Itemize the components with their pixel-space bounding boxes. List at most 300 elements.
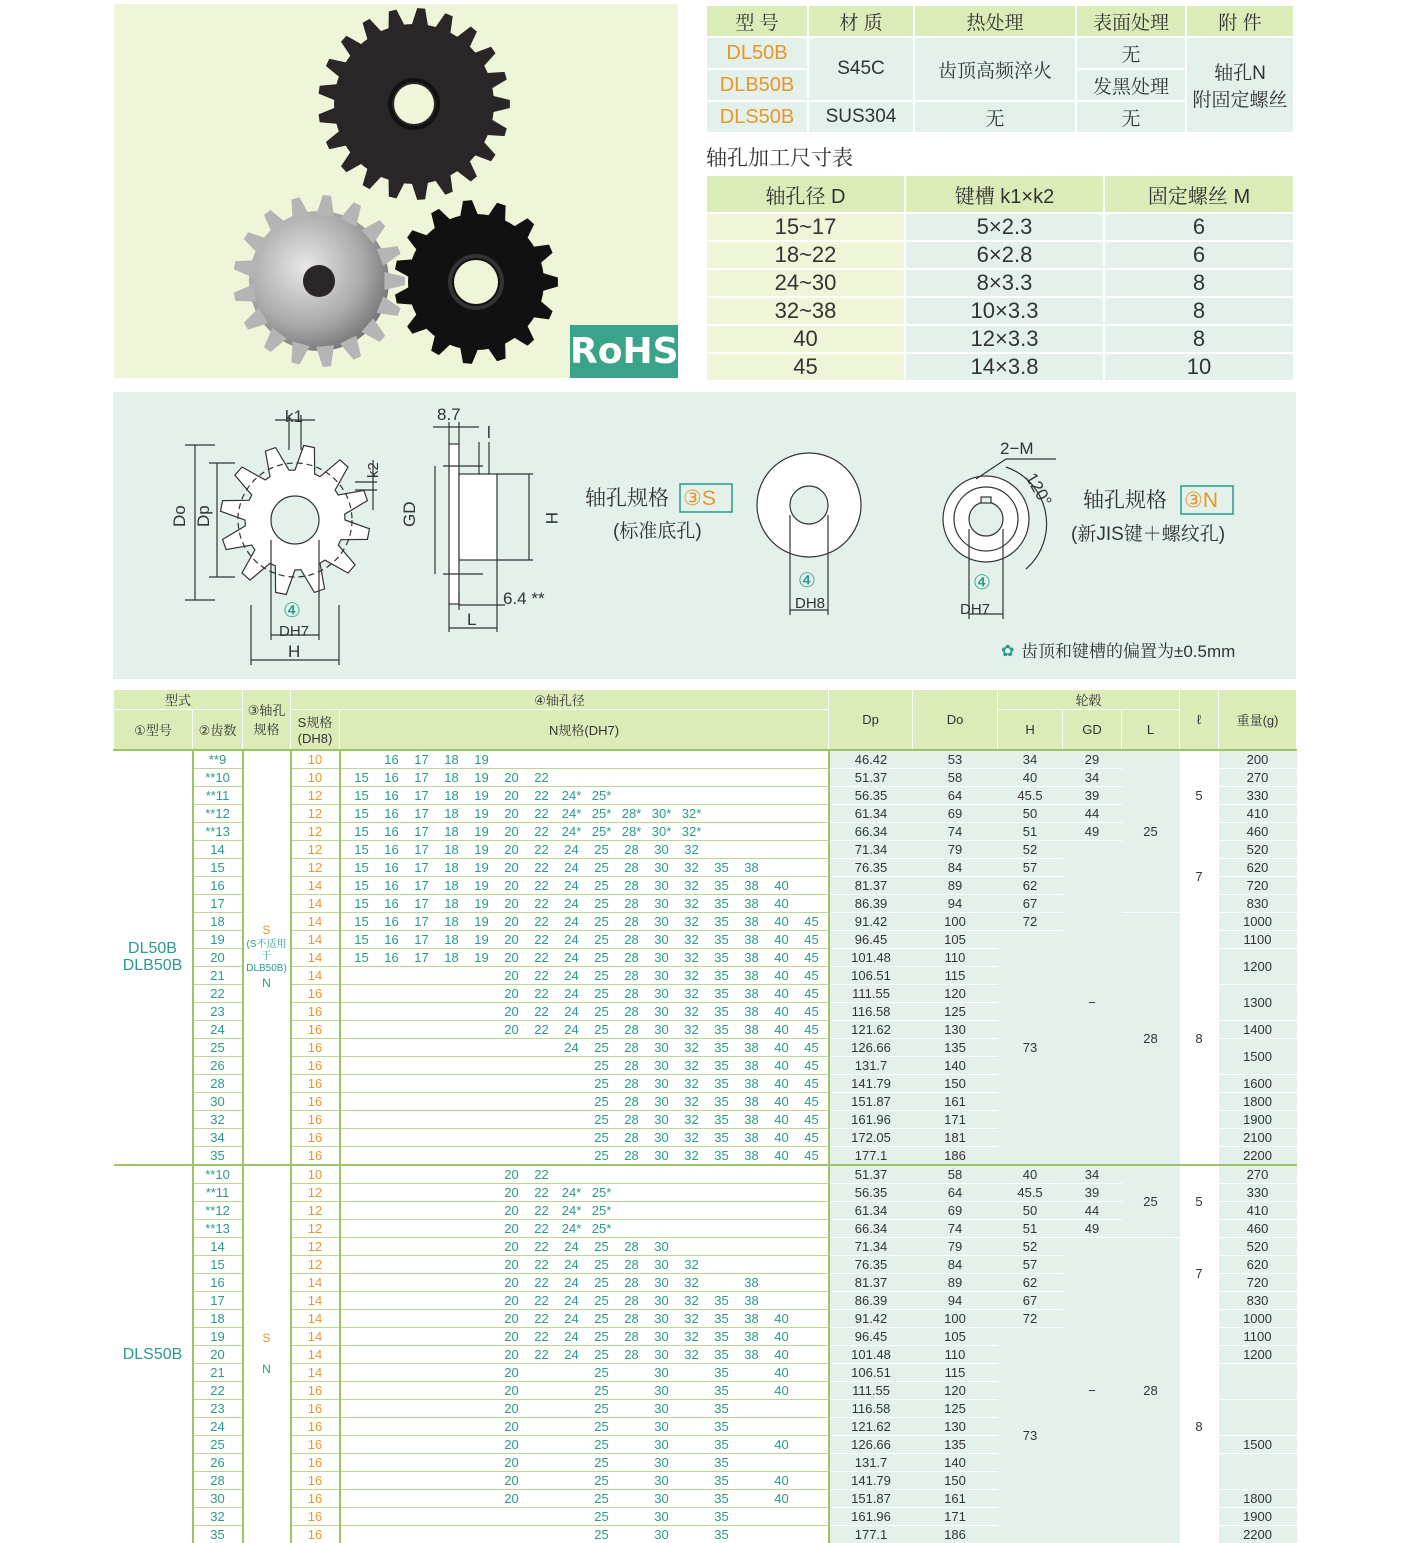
hub-l-cell: 25 [1122, 750, 1180, 913]
n-bore-value: 20 [504, 1184, 519, 1200]
n-bore-value: 40 [774, 895, 789, 911]
do-cell: 130 [913, 1417, 998, 1435]
n-bore-value: 24 [564, 1256, 579, 1272]
n-bore-value: 15 [354, 877, 369, 893]
n-bore-value: 40 [774, 931, 789, 947]
hub-gd-cell: 29 [1063, 750, 1122, 769]
do-cell: 58 [913, 768, 998, 786]
teeth-cell: 28 [193, 1471, 243, 1489]
dp-cell: 161.96 [829, 1110, 913, 1128]
n-bore-value: 30 [654, 967, 669, 983]
n-bore-value: 38 [744, 1129, 759, 1145]
hub-h-cell: 51 [998, 1219, 1063, 1237]
shaft-cell: 8 [1104, 269, 1294, 297]
s-bore-cell: 12 [291, 858, 340, 876]
n-bore-value: 30 [654, 1238, 669, 1254]
label-l-small: l [487, 423, 491, 442]
weight-cell: 830 [1219, 894, 1297, 912]
surface-black: 发黑处理 [1076, 69, 1186, 101]
hub-gd-cell: 49 [1063, 822, 1122, 840]
n-bore-value: 32 [684, 1328, 699, 1344]
n-bore-value: 20 [504, 967, 519, 983]
n-bore-value: 19 [474, 895, 489, 911]
s-bore-cell: 16 [291, 1110, 340, 1128]
hub-gd-cell: 49 [1063, 1219, 1122, 1237]
n-bore-value: 40 [774, 1039, 789, 1055]
n-bore-value: 32 [684, 1346, 699, 1362]
n-bore-value: 16 [384, 931, 399, 947]
n-bore-cell [340, 1092, 829, 1110]
n-bore-value: 30 [654, 877, 669, 893]
s-bore-cell: 14 [291, 1291, 340, 1309]
n-bore-value: 20 [504, 769, 519, 785]
dp-cell: 151.87 [829, 1092, 913, 1110]
dp-cell: 177.1 [829, 1525, 913, 1543]
n-bore-value: 25 [594, 859, 609, 875]
diagram-svg [113, 392, 1296, 679]
n-bore-value: 25 [594, 985, 609, 1001]
n-bore-value: 28 [624, 967, 639, 983]
n-bore-value: 25 [594, 877, 609, 893]
do-cell: 89 [913, 1273, 998, 1291]
spec-table [113, 689, 1297, 1543]
s-bore-cell: 14 [291, 1327, 340, 1345]
n-bore-value: 17 [414, 841, 429, 857]
teeth-cell: 18 [193, 912, 243, 930]
sprocket-tooth [460, 200, 480, 220]
n-bore-value: 20 [504, 841, 519, 857]
n-bore-value: 32 [684, 1147, 699, 1163]
n-bore-value: 20 [504, 1003, 519, 1019]
bore-spec-cell [243, 1165, 291, 1543]
n-bore-value: 40 [774, 1382, 789, 1398]
spec-s-code: ③S [683, 487, 716, 510]
s-bore-cell: 16 [291, 1092, 340, 1110]
n-bore-value: 28* [621, 805, 642, 821]
header-surface: 表面处理 [1076, 5, 1186, 37]
dp-cell: 177.1 [829, 1146, 913, 1165]
weight-cell: 270 [1219, 1165, 1297, 1184]
n-bore-value: 24* [561, 1184, 582, 1200]
n-bore-value: 22 [534, 1346, 549, 1362]
weight-cell: 720 [1219, 876, 1297, 894]
model-name-1: DL50B [128, 940, 177, 957]
n-bore-value: 32 [684, 931, 699, 947]
n-bore-value: 24* [561, 787, 582, 803]
n-bore-value: 22 [534, 895, 549, 911]
dp-cell: 66.34 [829, 822, 913, 840]
dp-cell: 151.87 [829, 1489, 913, 1507]
n-bore-value: 40 [774, 1129, 789, 1145]
n-bore-value: 28 [624, 1021, 639, 1037]
n-bore-cell [340, 1038, 829, 1056]
dp-cell: 46.42 [829, 750, 913, 769]
s-bore-cell: 12 [291, 1219, 340, 1237]
do-cell: 120 [913, 984, 998, 1002]
n-bore-value: 28 [624, 1238, 639, 1254]
n-bore-value: 17 [414, 805, 429, 821]
dp-cell: 61.34 [829, 1201, 913, 1219]
h-spec: ③轴孔规格 [243, 690, 291, 750]
do-cell: 130 [913, 1020, 998, 1038]
n-bore-value: 22 [534, 1184, 549, 1200]
n-bore-value: 38 [744, 1147, 759, 1163]
n-bore-value: 25 [594, 1526, 609, 1542]
n-bore-cell [340, 948, 829, 966]
n-bore-cell [340, 1435, 829, 1453]
spec-n: N [262, 1362, 271, 1376]
n-bore-value: 28 [624, 877, 639, 893]
n-bore-value: 25 [594, 1111, 609, 1127]
label-h2: H [542, 512, 561, 525]
n-bore-value: 30 [654, 1274, 669, 1290]
n-bore-value: 25 [594, 1382, 609, 1398]
n-bore-cell [340, 1219, 829, 1237]
n-bore-value: 24 [564, 859, 579, 875]
n-bore-cell [340, 984, 829, 1002]
n-bore-value: 20 [504, 931, 519, 947]
dp-cell: 101.48 [829, 948, 913, 966]
teeth-cell: 35 [193, 1525, 243, 1543]
s-bore-cell: 16 [291, 1020, 340, 1038]
shaft-row [706, 297, 1294, 325]
n-bore-value: 35 [714, 949, 729, 965]
n-bore-value: 40 [774, 1093, 789, 1109]
weight-cell: 330 [1219, 1183, 1297, 1201]
do-cell: 69 [913, 804, 998, 822]
n-bore-value: 17 [414, 913, 429, 929]
n-bore-value: 38 [744, 877, 759, 893]
n-bore-value: 35 [714, 913, 729, 929]
teeth-cell: 22 [193, 984, 243, 1002]
material-sus304: SUS304 [808, 101, 914, 133]
s-bore-cell: 16 [291, 984, 340, 1002]
do-cell: 105 [913, 930, 998, 948]
dp-cell: 91.42 [829, 912, 913, 930]
n-bore-value: 32 [684, 1274, 699, 1290]
n-bore-value: 28 [624, 985, 639, 1001]
n-bore-value: 45 [804, 949, 819, 965]
s-bore-cell: 12 [291, 840, 340, 858]
n-bore-value: 30 [654, 1400, 669, 1416]
hub-h-cell: 67 [998, 1291, 1063, 1309]
n-bore-value: 25 [594, 895, 609, 911]
n-bore-value: 20 [504, 1202, 519, 1218]
teeth-cell: **9 [193, 750, 243, 769]
table-row [114, 1219, 1297, 1237]
n-bore-value: 45 [804, 913, 819, 929]
s-bore-cell: 14 [291, 1363, 340, 1381]
teeth-cell: 17 [193, 1291, 243, 1309]
n-bore-value: 32 [684, 1256, 699, 1272]
n-bore-value: 18 [444, 859, 459, 875]
model-dl50b: DL50B [706, 37, 808, 69]
n-bore-cell [340, 930, 829, 948]
spec-s-label: 轴孔规格 [585, 487, 669, 510]
dp-cell: 141.79 [829, 1471, 913, 1489]
n-bore-value: 16 [384, 823, 399, 839]
dp-cell: 66.34 [829, 1219, 913, 1237]
n-bore-value: 30 [654, 1508, 669, 1524]
n-bore-value: 40 [774, 1021, 789, 1037]
n-bore-value: 30 [654, 1256, 669, 1272]
n-bore-value: 22 [534, 1328, 549, 1344]
n-bore-value: 24 [564, 1003, 579, 1019]
heat-treatment: 齿顶高频淬火 [914, 37, 1076, 101]
n-bore-value: 28 [624, 1310, 639, 1326]
n-bore-cell [340, 822, 829, 840]
n-bore-value: 32 [684, 1129, 699, 1145]
n-bore-cell [340, 1399, 829, 1417]
table-row [114, 768, 1297, 786]
do-cell: 125 [913, 1399, 998, 1417]
n-bore-cell [340, 1128, 829, 1146]
do-cell: 161 [913, 1092, 998, 1110]
s-bore-cell: 16 [291, 1489, 340, 1507]
n-bore-value: 30 [654, 1075, 669, 1091]
label-64: 6.4 ** [503, 589, 545, 608]
n-bore-value: 30 [654, 1093, 669, 1109]
do-cell: 64 [913, 786, 998, 804]
sprocket-tooth [384, 272, 405, 290]
n-bore-value: 15 [354, 949, 369, 965]
hub-gd-cell: 39 [1063, 786, 1122, 804]
hub-h-cell: 72 [998, 1309, 1063, 1327]
n-bore-value: 25 [594, 1093, 609, 1109]
s-bore-cell: 14 [291, 948, 340, 966]
dp-cell: 131.7 [829, 1056, 913, 1074]
h-hub: 轮毂 [998, 690, 1180, 710]
n-bore-value: 45 [804, 1129, 819, 1145]
n-bore-value: 20 [504, 1238, 519, 1254]
hub-h-cell: 72 [998, 912, 1063, 930]
shaft-header-d: 轴孔径 D [706, 175, 905, 213]
model-cell [114, 1165, 193, 1543]
dp-cell: 116.58 [829, 1002, 913, 1020]
hub-gd-cell: − [1063, 840, 1122, 1165]
weight-cell: 1500 [1219, 1038, 1297, 1074]
weight-cell: 1800 [1219, 1489, 1297, 1507]
teeth-cell: **10 [193, 1165, 243, 1184]
s-bore-cell: 16 [291, 1435, 340, 1453]
teeth-cell: **13 [193, 822, 243, 840]
n-bore-value: 20 [504, 823, 519, 839]
table-row [114, 1183, 1297, 1201]
do-cell: 58 [913, 1165, 998, 1184]
n-bore-value: 25 [594, 1328, 609, 1344]
n-bore-value: 18 [444, 877, 459, 893]
n-bore-cell [340, 840, 829, 858]
l-cell: 7 [1180, 840, 1219, 912]
n-bore-value: 18 [444, 895, 459, 911]
n-bore-value: 30 [654, 1382, 669, 1398]
h-H: H [998, 710, 1063, 750]
n-bore-value: 25 [594, 1129, 609, 1145]
s-bore-cell: 14 [291, 966, 340, 984]
gear-icon: ✿ [1001, 643, 1015, 660]
n-bore-cell [340, 1345, 829, 1363]
spec-s: S [262, 923, 271, 937]
n-bore-value: 30 [654, 1003, 669, 1019]
n-bore-value: 17 [414, 751, 429, 767]
s-bore-cell: 16 [291, 1056, 340, 1074]
n-bore-value: 35 [714, 1129, 729, 1145]
n-bore-value: 28 [624, 1075, 639, 1091]
n-bore-cell [340, 1507, 829, 1525]
s-bore-cell: 12 [291, 822, 340, 840]
do-cell: 84 [913, 858, 998, 876]
do-cell: 64 [913, 1183, 998, 1201]
dp-cell: 111.55 [829, 984, 913, 1002]
n-bore-value: 35 [714, 931, 729, 947]
teeth-cell: 19 [193, 930, 243, 948]
n-bore-value: 18 [444, 841, 459, 857]
do-cell: 140 [913, 1056, 998, 1074]
model-dlb50b: DLB50B [706, 69, 808, 101]
n-bore-value: 30 [654, 1147, 669, 1163]
n-bore-cell [340, 1417, 829, 1435]
n-bore-value: 18 [444, 913, 459, 929]
table-row [114, 840, 1297, 858]
n-bore-value: 30 [654, 931, 669, 947]
n-bore-value: 24 [564, 1274, 579, 1290]
s-bore-cell: 14 [291, 1309, 340, 1327]
weight-cell: 460 [1219, 1219, 1297, 1237]
n-bore-value: 30 [654, 1057, 669, 1073]
dp-cell: 76.35 [829, 858, 913, 876]
shaft-cell: 10 [1104, 353, 1294, 381]
n-bore-value: 38 [744, 985, 759, 1001]
n-bore-cell [340, 1183, 829, 1201]
n-bore-value: 22 [534, 805, 549, 821]
label-dp: Dp [194, 505, 213, 527]
weight-cell: 1200 [1219, 1345, 1297, 1363]
table-row [114, 1201, 1297, 1219]
n-bore-value: 28 [624, 1057, 639, 1073]
n-bore-value: 17 [414, 949, 429, 965]
n-bore-value: 22 [534, 1310, 549, 1326]
dp-cell: 106.51 [829, 966, 913, 984]
materials-table [705, 4, 1295, 134]
label-gd: GD [400, 501, 419, 527]
n-bore-value: 20 [504, 985, 519, 1001]
n-bore-value: 20 [504, 1292, 519, 1308]
n-bore-value: 25 [594, 1292, 609, 1308]
n-bore-value: 45 [804, 1111, 819, 1127]
n-bore-value: 24 [564, 1039, 579, 1055]
n-bore-value: 30 [654, 985, 669, 1001]
n-bore-value: 22 [534, 823, 549, 839]
hub-h-cell: 34 [998, 750, 1063, 769]
label-circ4-a: ④ [283, 600, 301, 622]
n-bore-value: 24 [564, 913, 579, 929]
n-bore-value: 20 [504, 1436, 519, 1452]
teeth-cell: 14 [193, 840, 243, 858]
teeth-cell: 34 [193, 1128, 243, 1146]
n-bore-value: 32 [684, 895, 699, 911]
n-bore-value: 25* [591, 1220, 612, 1236]
n-bore-value: 28 [624, 841, 639, 857]
n-bore-value: 19 [474, 787, 489, 803]
spec-n-label: 轴孔规格 [1083, 489, 1167, 512]
n-bore-value: 24 [564, 931, 579, 947]
n-bore-value: 25 [594, 841, 609, 857]
accessory [1186, 37, 1294, 133]
n-bore-value: 15 [354, 805, 369, 821]
n-bore-value: 20 [504, 1274, 519, 1290]
n-bore-value: 25 [594, 1256, 609, 1272]
sprocket-steel [234, 195, 405, 367]
do-cell: 171 [913, 1507, 998, 1525]
n-bore-value: 24 [564, 1292, 579, 1308]
n-bore-value: 38 [744, 1057, 759, 1073]
n-bore-value: 35 [714, 1328, 729, 1344]
shaft-row [706, 325, 1294, 353]
n-bore-value: 20 [504, 1382, 519, 1398]
n-bore-value: 35 [714, 1039, 729, 1055]
dp-cell: 131.7 [829, 1453, 913, 1471]
n-bore-value: 16 [384, 877, 399, 893]
n-bore-value: 30 [654, 1490, 669, 1506]
spec-s: S [262, 1331, 271, 1345]
n-bore-value: 19 [474, 913, 489, 929]
n-bore-value: 25 [594, 1147, 609, 1163]
n-bore-value: 20 [504, 1328, 519, 1344]
teeth-cell: 15 [193, 858, 243, 876]
n-bore-value: 40 [774, 1310, 789, 1326]
shaft-table-title: 轴孔加工尺寸表 [706, 147, 853, 170]
n-bore-value: 25 [594, 967, 609, 983]
s-bore-cell: 16 [291, 1525, 340, 1543]
n-bore-value: 30 [654, 1129, 669, 1145]
surface-none: 无 [1076, 37, 1186, 69]
teeth-cell: 20 [193, 1345, 243, 1363]
n-bore-value: 20 [504, 1400, 519, 1416]
weight-cell: 1300 [1219, 984, 1297, 1020]
sprocket-tooth [316, 195, 334, 217]
n-bore-cell [340, 1489, 829, 1507]
n-bore-value: 25 [594, 931, 609, 947]
n-bore-value: 32 [684, 841, 699, 857]
n-bore-value: 22 [534, 1166, 549, 1182]
n-bore-value: 32 [684, 1075, 699, 1091]
table-row [114, 1237, 1297, 1255]
n-bore-value: 32 [684, 1310, 699, 1326]
n-bore-value: 20 [504, 1021, 519, 1037]
teeth-cell: 20 [193, 948, 243, 966]
n-bore-value: 25 [594, 1003, 609, 1019]
n-bore-value: 24 [564, 1021, 579, 1037]
hub-h-cell: 45.5 [998, 1183, 1063, 1201]
do-cell: 186 [913, 1146, 998, 1165]
teeth-cell: 23 [193, 1002, 243, 1020]
n-bore-value: 32 [684, 1039, 699, 1055]
n-bore-value: 22 [534, 859, 549, 875]
n-bore-value: 24 [564, 841, 579, 857]
s-bore-cell: 14 [291, 894, 340, 912]
dp-cell: 121.62 [829, 1020, 913, 1038]
n-bore-value: 45 [804, 1021, 819, 1037]
n-bore-value: 20 [504, 1220, 519, 1236]
teeth-cell: 26 [193, 1453, 243, 1471]
n-bore-value: 15 [354, 787, 369, 803]
do-cell: 79 [913, 840, 998, 858]
hub-h-cell: 52 [998, 840, 1063, 858]
hub-gd-cell: 44 [1063, 804, 1122, 822]
l-cell: 7 [1180, 1237, 1219, 1309]
n-bore-cell [340, 1273, 829, 1291]
n-bore-value: 40 [774, 1328, 789, 1344]
